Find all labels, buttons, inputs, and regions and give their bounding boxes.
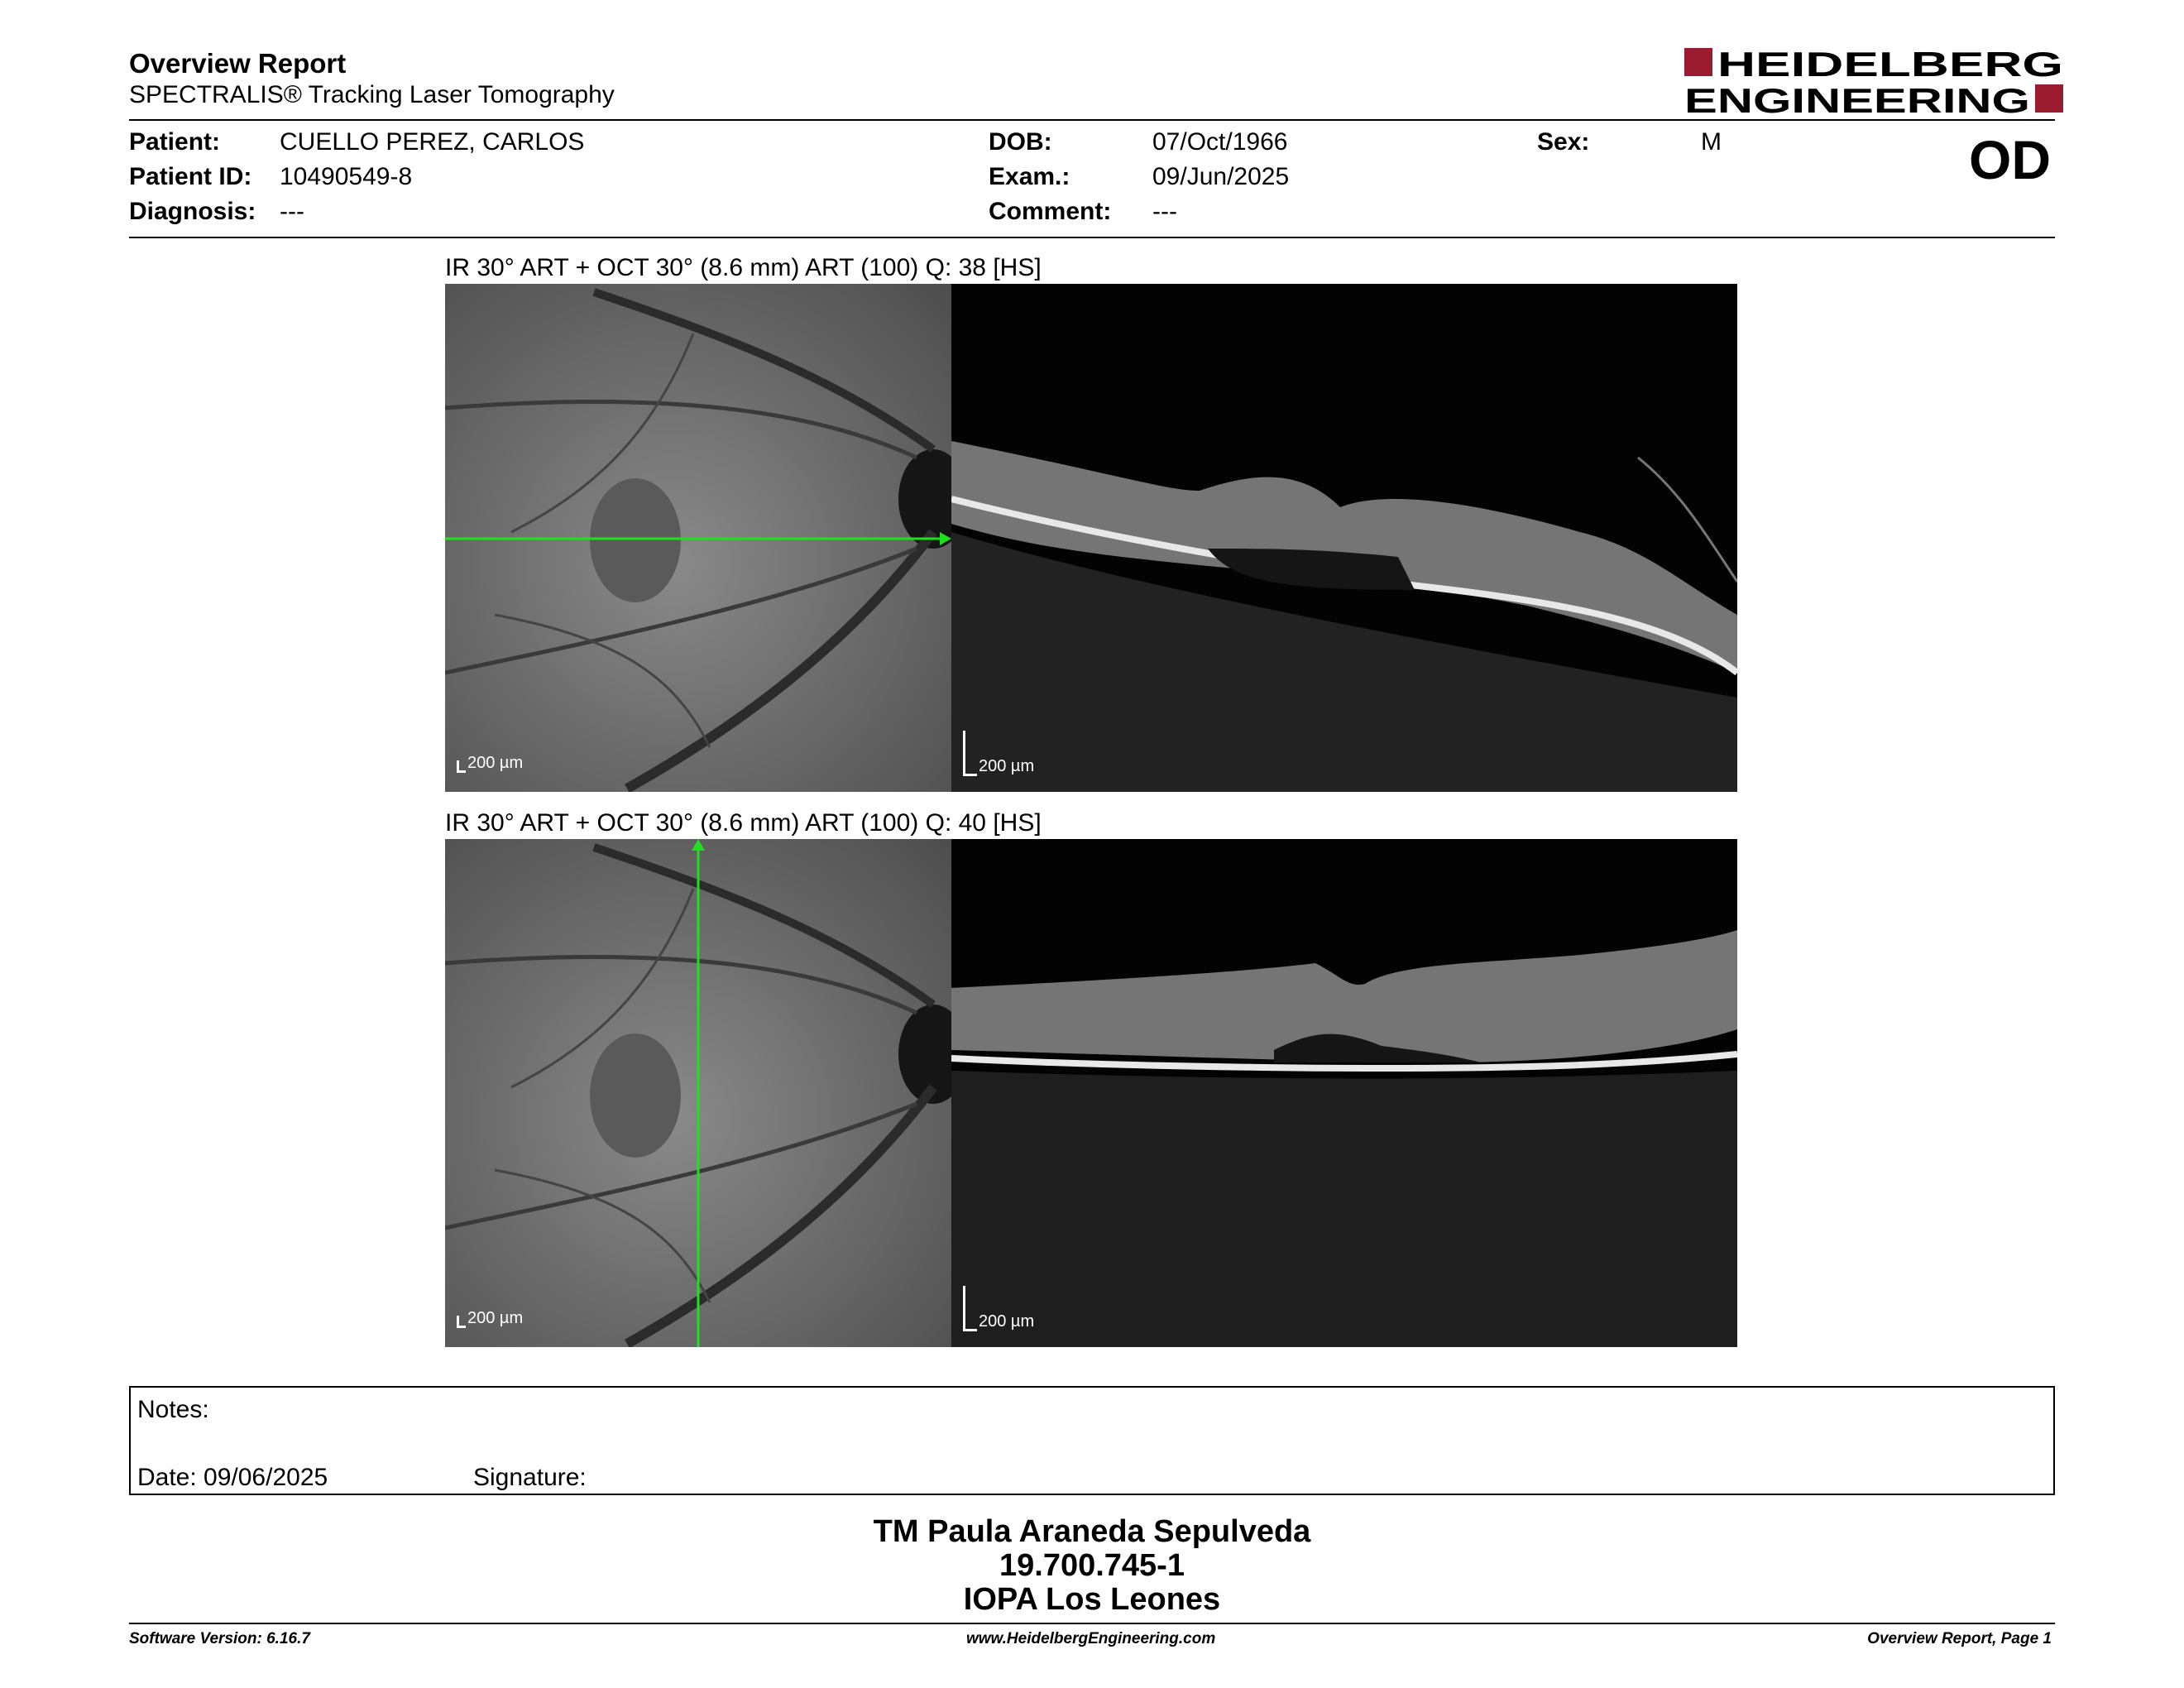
scan-2-oct-bscan (951, 839, 1737, 1347)
dob-value: 07/Oct/1966 (1152, 128, 1288, 156)
notes-label: Notes: (137, 1396, 209, 1423)
patient-id: 10490549-8 (280, 163, 413, 190)
scalebar-icon (457, 1316, 466, 1328)
scalebar-icon (963, 1286, 977, 1331)
notes-date: Date: 09/06/2025 (137, 1464, 328, 1491)
scan-2-caption: IR 30° ART + OCT 30° (8.6 mm) ART (100) Q: 40 [HS] (445, 809, 1042, 837)
patient-rule (129, 237, 2055, 238)
patient-name: CUELLO PEREZ, CARLOS (280, 128, 585, 156)
software-version: Software Version: 6.16.7 (129, 1630, 310, 1647)
signature-label: Signature: (473, 1464, 587, 1491)
scan-1-oct-scale-label: 200 µm (979, 757, 1035, 775)
scan-1-caption: IR 30° ART + OCT 30° (8.6 mm) ART (100) Q: 38 [HS] (445, 254, 1042, 281)
signatory-name: TM Paula Araneda Sepulveda (873, 1514, 1311, 1549)
comment-label: Comment: (989, 198, 1112, 225)
page-indicator: Overview Report, Page 1 (1867, 1630, 2052, 1647)
scan-1-oct-scalebar (963, 731, 1034, 776)
scan-1-fundus-image[interactable] (445, 284, 951, 792)
scalebar-icon (963, 731, 977, 776)
report-subtitle: SPECTRALIS® Tracking Laser Tomography (129, 81, 615, 108)
scan-1-oct-image[interactable] (951, 284, 1737, 792)
scan-2-fundus-vessels (445, 839, 951, 1347)
svg-text:ENGINEERING: ENGINEERING (1684, 81, 2030, 117)
scan-1-fundus-scalebar (457, 754, 523, 773)
scan-2-fundus-scale-label: 200 µm (467, 1309, 524, 1327)
scan-2-oct-scalebar (963, 1286, 1034, 1331)
scan-2-oct-image[interactable] (951, 839, 1737, 1347)
signatory-id: 19.700.745-1 (999, 1548, 1185, 1583)
exam-date: 09/Jun/2025 (1152, 163, 1290, 190)
svg-text:HEIDELBERG: HEIDELBERG (1717, 45, 2063, 84)
exam-label: Exam.: (989, 163, 1070, 190)
signatory-org: IOPA Los Leones (963, 1582, 1221, 1617)
diagnosis-value: --- (280, 198, 304, 225)
notes-box[interactable] (129, 1386, 2055, 1495)
website-link[interactable]: www.HeidelbergEngineering.com (966, 1630, 1216, 1647)
scan-2-fundus-image[interactable] (445, 839, 951, 1347)
comment-value: --- (1152, 198, 1177, 225)
scan-2-arrow-icon (692, 839, 705, 851)
footer-rule (129, 1623, 2055, 1624)
report-title: Overview Report (129, 48, 347, 79)
header-rule (129, 119, 2055, 121)
scan-1-oct-bscan (951, 284, 1737, 792)
heidelberg-logo (1684, 43, 2065, 117)
sex-label: Sex: (1537, 128, 1590, 156)
scan-1-fundus-vessels (445, 284, 951, 792)
eye-indicator: OD (1969, 129, 2051, 190)
patient-label: Patient: (129, 128, 221, 156)
scan-1-fundus-scale-label: 200 µm (467, 754, 524, 772)
scan-2-fundus-scalebar (457, 1309, 523, 1328)
sex-value: M (1701, 128, 1722, 156)
patient-id-label: Patient ID: (129, 163, 252, 190)
scan-2-oct-scale-label: 200 µm (979, 1312, 1035, 1331)
diagnosis-label: Diagnosis: (129, 198, 256, 225)
dob-label: DOB: (989, 128, 1052, 156)
scalebar-icon (457, 760, 466, 773)
